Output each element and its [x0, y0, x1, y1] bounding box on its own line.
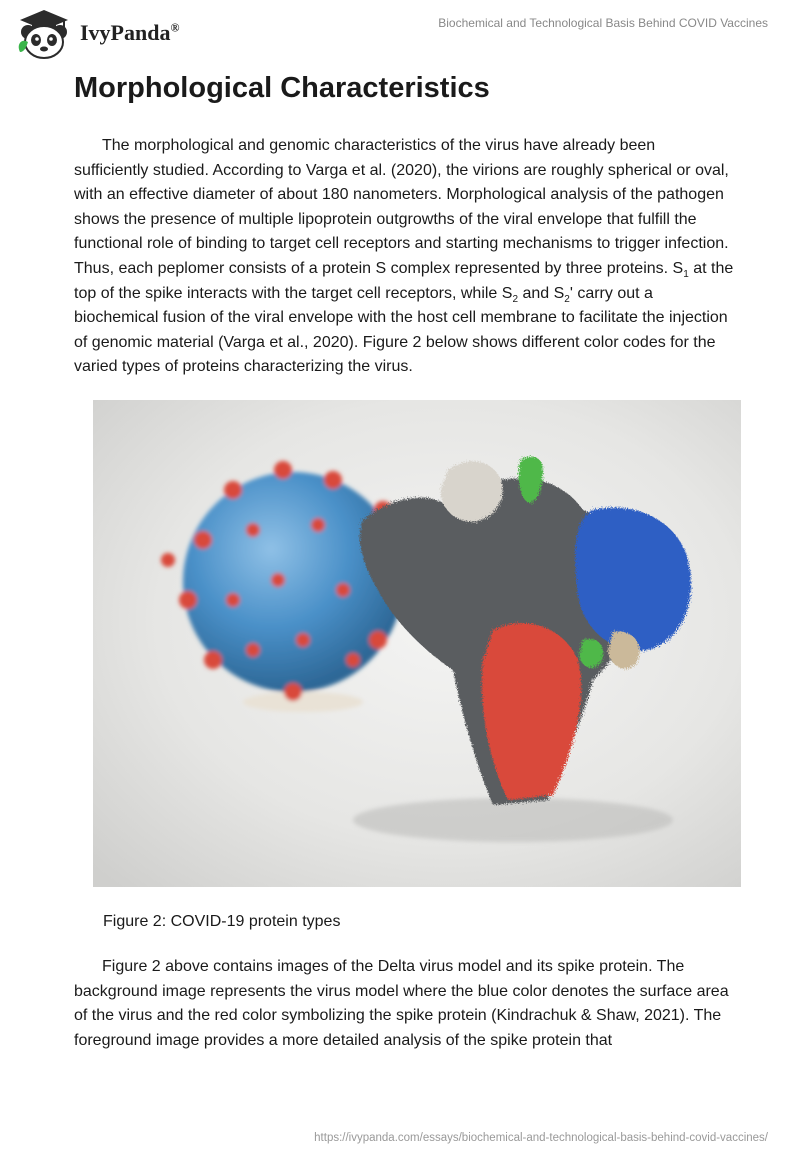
covid-protein-figure	[93, 400, 741, 887]
source-url[interactable]: https://ivypanda.com/essays/biochemical-and-technological-basis-behind-covid-vaccines/	[314, 1132, 768, 1144]
site-header	[0, 0, 800, 70]
ivypanda-logo-icon[interactable]	[14, 8, 74, 60]
body-paragraph: Figure 2 above contains images of the Delta virus model and its spike protein. The background image represents the virus model where the blue color denotes the surface area of the virus and the red color symbolizing the spike protein (Kindrachuk & Shaw, 2021). The foreground image provides a more detailed analysis of the spike protein that	[74, 958, 729, 1049]
document-title: Biochemical and Technological Basis Behind COVID Vaccines	[438, 16, 768, 30]
figure-caption: Figure 2: COVID-19 protein types	[103, 913, 341, 930]
body-paragraph: The morphological and genomic characteristics of the virus have already been sufficiently studied. According to Varga et al. (2020), the virions are roughly spherical or oval, with an effective diameter of about 180 nanometers. Morphological analysis of the pathogen shows the presence of multiple lipoprotein outgrowths of the viral envelope that fulfill the functional role of binding to target cell receptors and starting mechanisms to trigger infection. Thus, each peplomer consists of a protein S complex represented by three proteins. $S_1$ at the top of the spike interacts with the target cell receptors, while $S_2$ and $S_2'$ carry out a biochemical fusion of the viral envelope with the host cell membrane to facilitate the injection of genomic material (Varga et al., 2020). Figure 2 below shows different color codes for the varied types of proteins characterizing the virus.	[74, 137, 734, 376]
brand-name[interactable]: IvyPanda®	[80, 20, 180, 45]
section-heading: Morphological Characteristics	[74, 72, 490, 104]
